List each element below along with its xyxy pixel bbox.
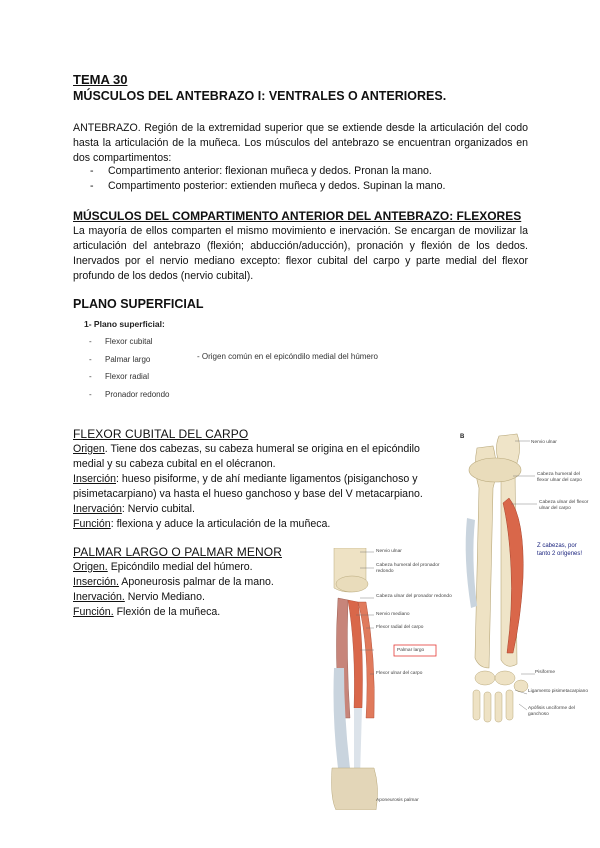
plano-subheading: 1- Plano superficial:: [84, 319, 165, 329]
figure-label: Cabeza humeral del flexor ulnar del carpo: [537, 472, 582, 483]
flexor-figure: [455, 428, 590, 724]
palmar-function: Función. Flexión de la muñeca.: [73, 606, 221, 618]
intro-paragraph: ANTEBRAZO. Región de la extremidad superior que se extiende desde la articulación del codo hasta la articulación de la muñeca. Los músculos del antebrazo se encuentran organizados en dos compartimentos:: [73, 122, 528, 164]
figure-label: Apófisis unciforme del ganchoso: [528, 706, 575, 717]
figure-label: Cabeza ulnar del flexor ulnar del carpo: [539, 500, 589, 511]
plano-list: [83, 333, 170, 403]
flexor-insertion: Inserción: hueso pisiforme, y de ahí mediante ligamentos (pisiganchoso y pisimetacarpiano) va hasta el hueso ganchoso y base del V metacarpiano.: [73, 473, 423, 500]
plano-heading: PLANO SUPERFICIAL: [73, 297, 204, 311]
figure-label: Pisiforme: [535, 670, 555, 675]
figure-label: Cabeza ulnar del pronador redondo: [376, 594, 452, 599]
plano-note: - Origen común en el epicóndilo medial del húmero: [197, 352, 378, 361]
list-item: - Flexor radial: [83, 368, 170, 386]
list-item: - Pronador redondo: [83, 386, 170, 404]
forearm-illustration: [330, 548, 455, 810]
figure-label: Nervio ulnar: [531, 440, 557, 445]
figure-label: Nervio ulnar: [376, 549, 402, 554]
figure-label: Flexor ulnar del carpo: [376, 671, 423, 676]
palmar-description: [73, 560, 313, 620]
flexor-function: Función: flexiona y aduce la articulación de la muñeca.: [73, 518, 331, 530]
figure-note: Z cabezas, por tanto 2 orígenes!: [537, 543, 583, 557]
section-paragraph: La mayoría de ellos comparten el mismo movimiento e inervación. Se encargan de movilizar la articulación del antebrazo (flexión; abducción/aducción), pronación y flexión de los dedos. Inervados por el nervio mediano excepto: flexor cubital del carpo y parte medial del flexor profundo de los dedos (nervio cubital).: [73, 225, 528, 282]
figure-label: Aponeurosis palmar: [376, 798, 419, 803]
tema-title: TEMA 30: [73, 72, 128, 87]
palmar-insertion: Inserción. Aponeurosis palmar de la mano.: [73, 576, 274, 588]
figure-label: Ligamento pisimetacarpiano: [528, 689, 588, 694]
section-heading: MÚSCULOS DEL COMPARTIMENTO ANTERIOR DEL ANTEBRAZO: FLEXORES: [73, 209, 522, 223]
figure-label: Cabeza humeral del pronador redondo: [376, 563, 440, 574]
flexor-description: [73, 442, 445, 532]
figure-letter: B: [460, 434, 465, 440]
palmar-origin: Origen. Epicóndilo medial del húmero.: [73, 561, 253, 573]
palmar-figure: [330, 548, 455, 810]
compartments-list: [73, 164, 528, 194]
list-item: - Flexor cubital: [83, 333, 170, 351]
list-item: - Palmar largo: [83, 351, 170, 369]
palmar-innervation: Inervación. Nervio Mediano.: [73, 591, 205, 603]
figure-label-highlight: Palmar largo: [397, 648, 425, 653]
flexor-heading: FLEXOR CUBITAL DEL CARPO: [73, 427, 249, 441]
list-item: - Compartimento posterior: extienden muñeca y dedos. Supinan la mano.: [73, 179, 528, 194]
figure-label: Flexor radial del carpo: [376, 625, 424, 630]
page-title: MÚSCULOS DEL ANTEBRAZO I: VENTRALES O ANTERIORES.: [73, 89, 447, 103]
flexor-innervation: Inervación: Nervio cubital.: [73, 503, 195, 515]
palmar-heading: PALMAR LARGO O PALMAR MENOR: [73, 545, 282, 559]
flexor-origin: Origen. Tiene dos cabezas, su cabeza humeral se origina en el epicóndilo medial y su cabeza cubital en el olécranon.: [73, 443, 420, 470]
list-item: - Compartimento anterior: flexionan muñeca y dedos. Pronan la mano.: [73, 164, 528, 179]
figure-label: Nervio mediano: [376, 612, 410, 617]
